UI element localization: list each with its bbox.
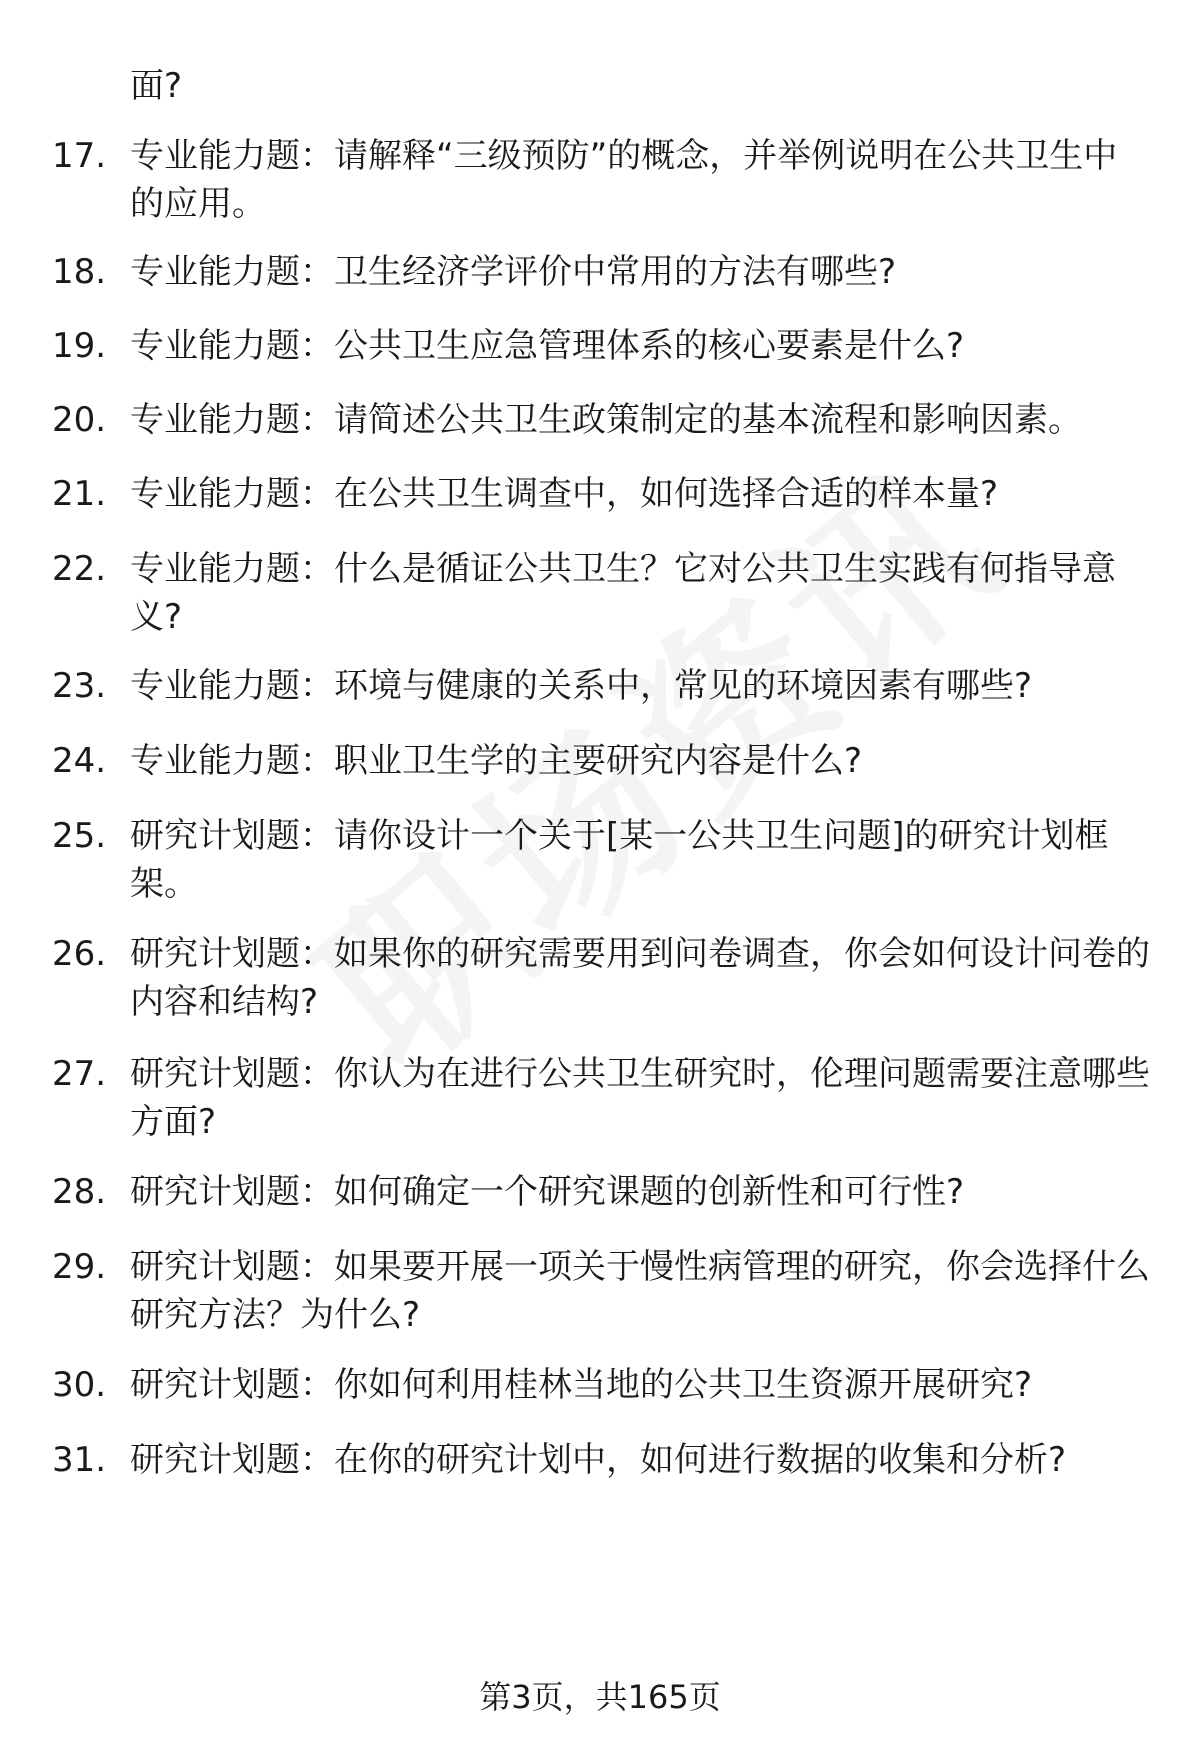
item-text: 研究计划题：请你设计一个关于[某一公共卫生问题]的研究计划框架。 <box>130 816 1109 904</box>
item-number: 17. <box>52 136 107 176</box>
item-text: 研究计划题：在你的研究计划中，如何进行数据的收集和分析? <box>130 1440 1067 1480</box>
item-number: 31. <box>52 1440 107 1480</box>
page-footer: 第3页，共165页 <box>479 1678 721 1716</box>
item-number: 28. <box>52 1172 107 1212</box>
item-number: 23. <box>52 666 107 706</box>
item-number: 26. <box>52 934 107 974</box>
item-text: 研究计划题：如何确定一个研究课题的创新性和可行性? <box>130 1172 965 1212</box>
item-text: 专业能力题：卫生经济学评价中常用的方法有哪些? <box>130 252 897 292</box>
item-text: 研究计划题：如果要开展一项关于慢性病管理的研究，你会选择什么研究方法？为什么? <box>130 1247 1150 1335</box>
item-text: 专业能力题：请解释“三级预防”的概念，并举例说明在公共卫生中的应用。 <box>130 136 1118 224</box>
item-number: 29. <box>52 1247 107 1287</box>
item-number: 25. <box>52 816 107 856</box>
item-number: 18. <box>52 252 107 292</box>
continued-text: 面? <box>130 66 183 106</box>
item-text: 专业能力题：环境与健康的关系中，常见的环境因素有哪些? <box>130 666 1033 706</box>
item-text: 专业能力题：职业卫生学的主要研究内容是什么? <box>130 741 863 781</box>
item-text: 研究计划题：你如何利用桂林当地的公共卫生资源开展研究? <box>130 1365 1033 1405</box>
item-number: 20. <box>52 400 107 440</box>
item-number: 30. <box>52 1365 107 1405</box>
item-number: 22. <box>52 549 107 589</box>
item-text: 研究计划题：你认为在进行公共卫生研究时，伦理问题需要注意哪些方面? <box>130 1054 1150 1142</box>
item-text: 专业能力题：请简述公共卫生政策制定的基本流程和影响因素。 <box>130 400 1082 440</box>
item-text: 专业能力题：在公共卫生调查中，如何选择合适的样本量? <box>130 474 999 514</box>
item-number: 27. <box>52 1054 107 1094</box>
item-text: 研究计划题：如果你的研究需要用到问卷调查，你会如何设计问卷的内容和结构? <box>130 934 1150 1022</box>
item-text: 专业能力题：什么是循证公共卫生？它对公共卫生实践有何指导意义? <box>130 549 1116 637</box>
item-number: 19. <box>52 326 107 366</box>
item-text: 专业能力题：公共卫生应急管理体系的核心要素是什么? <box>130 326 965 366</box>
item-number: 24. <box>52 741 107 781</box>
item-number: 21. <box>52 474 107 514</box>
